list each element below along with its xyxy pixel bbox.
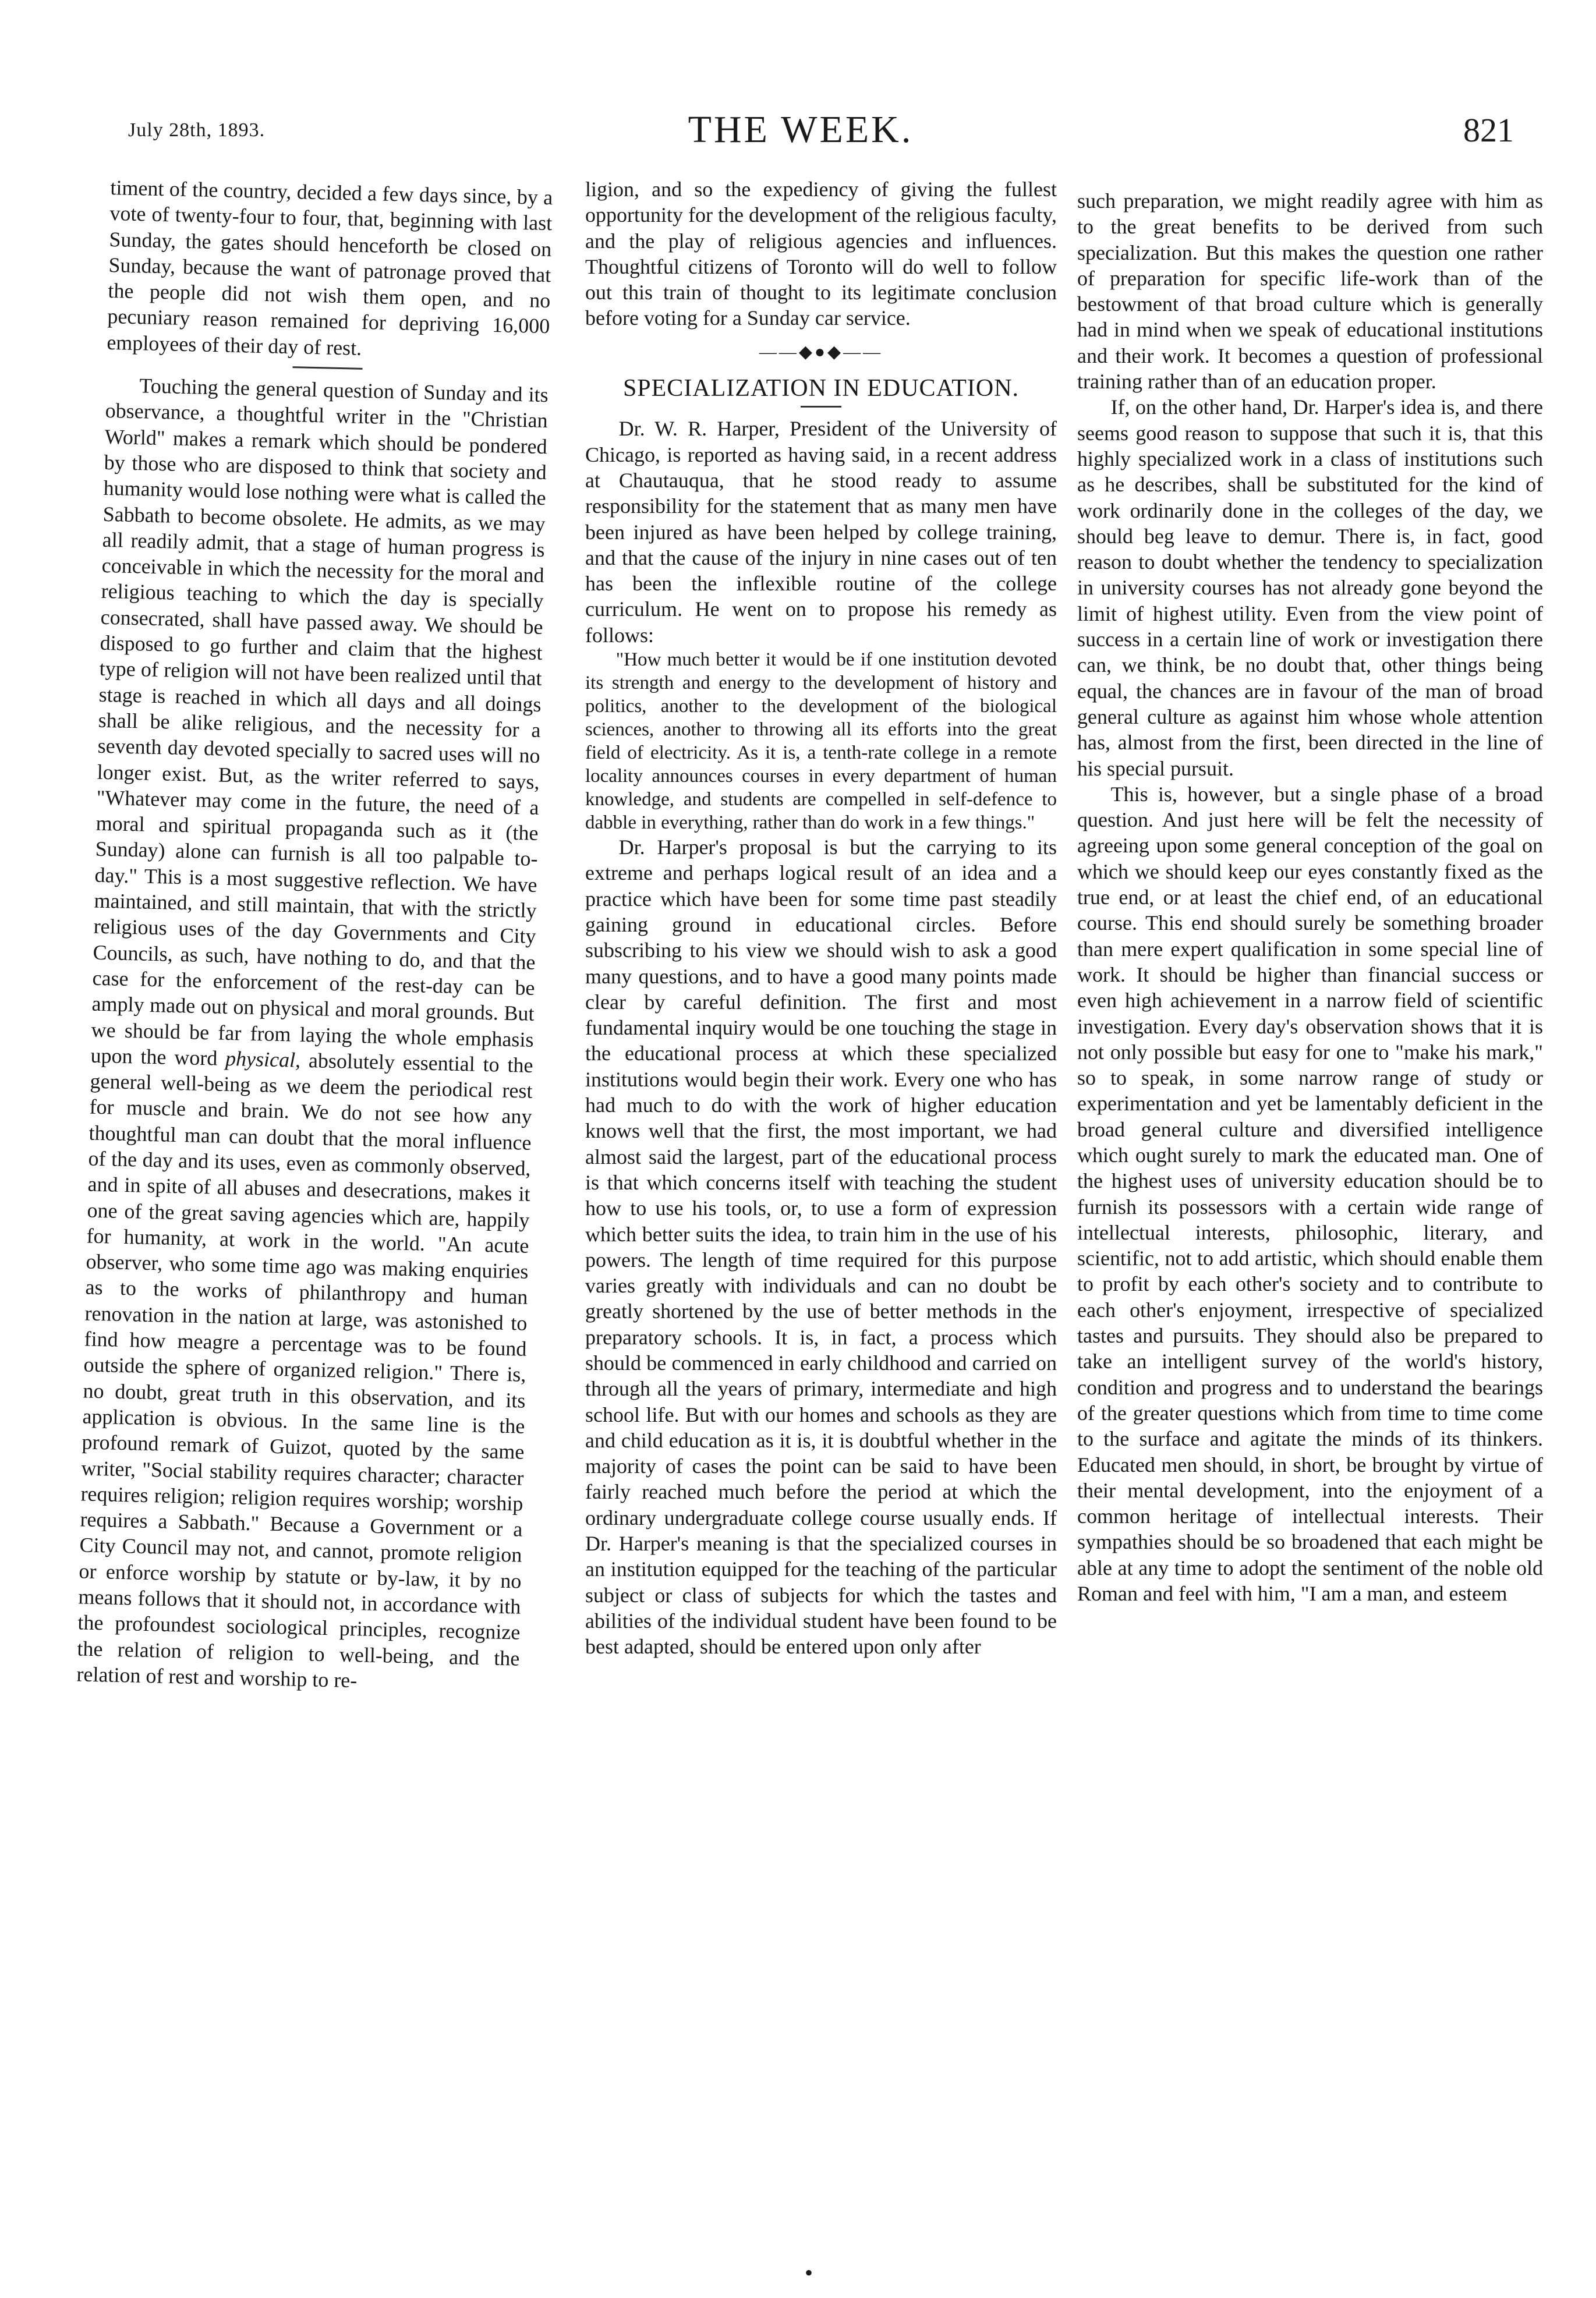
- column-2: [585, 176, 1057, 1660]
- paragraph: such preparation, we might readily agree with him as to the great benefits to be derived from such specialization. But this makes the question one rather of preparation for specific life-work than of the bestowment of that broad culture which is generally had in mind when we speak of educational institutions and their work. It becomes a question of professional training rather than of an education proper.: [1077, 189, 1543, 394]
- paragraph: This is, however, but a single phase of a broad question. And just here will be felt the necessity of agreeing upon some general conception of the goal on which we should keep our eyes constantly fixed as the true end, or at least the chief end, of an educational course. This end should surely be something broader than mere expert qualification in some special line of work. It should be higher than financial success or even high achievement in a narrow field of scientific investigation. Every day's observation shows that it is not only possible but easy for one to "make his mark," so to speak, in some narrow range of study or experimentation and yet be lamentably deficient in the broad general culture and diversified intelligence which ought surely to mark the educated man. One of the highest uses of university education should be to furnish its possessors with a certain wide range of intellectual interests, philosophic, literary, and scientific, not to add artistic, which should enable them to profit by each other's society and to contribute to each other's enjoyment, irrespective of specialized tastes and pursuits. They should also be prepared to take an intelligent survey of the world's history, condition and progress and to understand the bearings of the greater questions which from time to time come to the surface and agitate the minds of its thinkers. Educated men should, in short, be brought by virtue of their mental development, into the enjoyment of a common heritage of intellectual interests. Their sympathies should be so broadened that each might be able at any time to adopt the sentiment of the noble old Roman and feel with him, "I am a man, and esteem: [1077, 782, 1543, 1606]
- divider-rule: [293, 366, 363, 370]
- paragraph: Dr. Harper's proposal is but the carrying to its extreme and perhaps logical result of an idea and a practice which have been for some time past steadily gaining ground in educational circles. Before subscribing to his view we should wish to ask a good many questions, and to have a good many points made clear by careful definition. The first and most fundamental inquiry would be one touching the stage in the educational process at which these specialized institutions would begin their work. Every one who has had much to do with the work of higher education knows well that the first, the most important, we had almost said the largest, part of the educational process is that which concerns itself with teaching the student how to use his tools, or, to use a form of expression which better suits the idea, to train him in the use of his powers. The length of time required for this purpose varies greatly with individuals and can no doubt be greatly shortened by the use of better methods in the preparatory schools. It is, in fact, a process which should be commenced in early childhood and carried on through all the years of primary, intermediate and high school life. But with our homes and schools as they are and child education as it is, it is doubtful whether in the majority of cases the point can be said to have been fairly reached much before the period at which the ordinary undergraduate college course usually ends. If Dr. Harper's meaning is that the specialized courses in an institution equipped for the teaching of the particular subject or class of subjects for which the tastes and abilities of the individual student have been found to be best adapted, should be entered upon only after: [585, 835, 1057, 1659]
- footer-dot: •: [805, 2260, 813, 2286]
- paragraph-text: Touching the general question of Sunday and its observance, a thoughtful writer in the "Christian World" makes a remark which should be pondered by those who are disposed to think that society and humanity would lose nothing were what is called the Sabbath to become obsolete. He admits, as we may all readily admit, that a stage of human progress is conceivable in which the necessity for the moral and religious teaching to which the day is specially consecrated, shall have passed away. We should be disposed to go further and claim that the highest type of religion will not have been realized until that stage is reached in which all days and all doings shall be alike religious, and the necessity for a seventh day devoted specially to sacred uses will no longer exist. But, as the writer referred to says, "Whatever may come in the future, the need of a moral and spiritual propaganda such as it (the Sunday) alone can furnish is all too palpable to-day." This is a most suggestive reflection. We have maintained, and still maintain, that with the strictly religious uses of the day Governments and City Councils, as such, have nothing to do, and that the case for the enforcement of the rest-day can be amply made out on physical and moral grounds. But we should be far from laying the whole emphasis upon the word: [90, 374, 549, 1070]
- masthead-title: THE WEEK.: [688, 108, 914, 151]
- block-quote: "How much better it would be if one institution devoted its strength and energy to the development of history and politics, another to the development of the biological sciences, another to throwing all its efforts into the great field of electricity. As it is, a tenth-rate college in a remote locality announces courses in every department of human knowledge, and students are compelled in self-defence to dabble in everything, rather than do work in a few things.": [585, 649, 1057, 834]
- paragraph: timent of the country, decided a few days since, by a vote of twenty-four to four, that, beginning with last Sunday, the gates should henceforth be closed on Sunday, because the want of patronage proved that the people did not wish them open, and no pecuniary reason remained for depriving 16,000 employees of their day of rest.: [107, 175, 553, 360]
- paragraph-sunday: [76, 372, 548, 1697]
- column-3: [1077, 188, 1543, 1606]
- paragraph: If, on the other hand, Dr. Harper's idea is, and there seems good reason to suppose that such it is, that this highly specialized work in a class of institutions such as he describes, shall be substituted for the kind of work ordinarily done in the colleges of the day, we should beg leave to demur. There is, in fact, good reason to doubt whether the tendency to specialization in university courses has not already gone beyond the limit of highest utility. Even from the view point of success in a certain line of work or investigation there can, we think, be no doubt that, other things being equal, the chances are in favour of the man of broad general culture as against him whose whole attention has, almost from the first, been directed in the line of his special pursuit.: [1077, 395, 1543, 780]
- column-1: [76, 175, 553, 1697]
- paragraph: ligion, and so the expediency of giving the fullest opportunity for the development of the religious faculty, and the play of religious agencies and influences. Thoughtful citizens of Toronto will do well to follow out this train of thought to its legitimate conclusion before voting for a Sunday car service.: [585, 178, 1057, 330]
- issue-date: July 28th, 1893.: [128, 119, 266, 141]
- divider-rule: [801, 406, 841, 408]
- paragraph: Dr. W. R. Harper, President of the University of Chicago, is reported as having said, in a recent address at Chautauqua, that he stood ready to assume responsibility for the statement that as many men have been injured as have been helped by college training, and that the cause of the injury in nine cases out of ten has been the inflexible routine of the college curriculum. He went on to propose his remedy as follows:: [585, 417, 1057, 647]
- page-header: [87, 102, 1514, 166]
- paragraph-text-end: absolutely essential to the general well-being as we deem the periodical rest for muscle and brain. We do not see how any thoughtful man can doubt that the moral influence of the day and its uses, even as commonly observed, and in spite of all abuses and desecrations, makes it one of the great saving agencies which are, happily for humanity, at work in the world. "An acute observer, who some time ago was making enquiries as to the works of philanthropy and human renovation in the nation at large, was astonished to find how meagre a percentage was to be found outside the sphere of organized religion." There is, no doubt, great truth in this observation, and its application is obvious. In the same line is the profound remark of Guizot, quoted by the same writer, "Social stability requires character; character requires religion; religion requires worship; worship requires a Sabbath." Because a Government or a City Council may not, and cannot, promote religion or enforce worship by statute or by-law, it by no means follows that it should not, in accordance with the profoundest sociological principles, recognize the relation of religion to well-being, and the relation of rest and worship to re-: [76, 1048, 533, 1692]
- section-ornament: ——◆●◆——: [759, 342, 883, 362]
- section-title: SPECIALIZATION IN EDUCATION.: [622, 375, 1020, 402]
- emphasis-physical: physical,: [225, 1046, 301, 1072]
- page-number: 821: [1463, 111, 1514, 149]
